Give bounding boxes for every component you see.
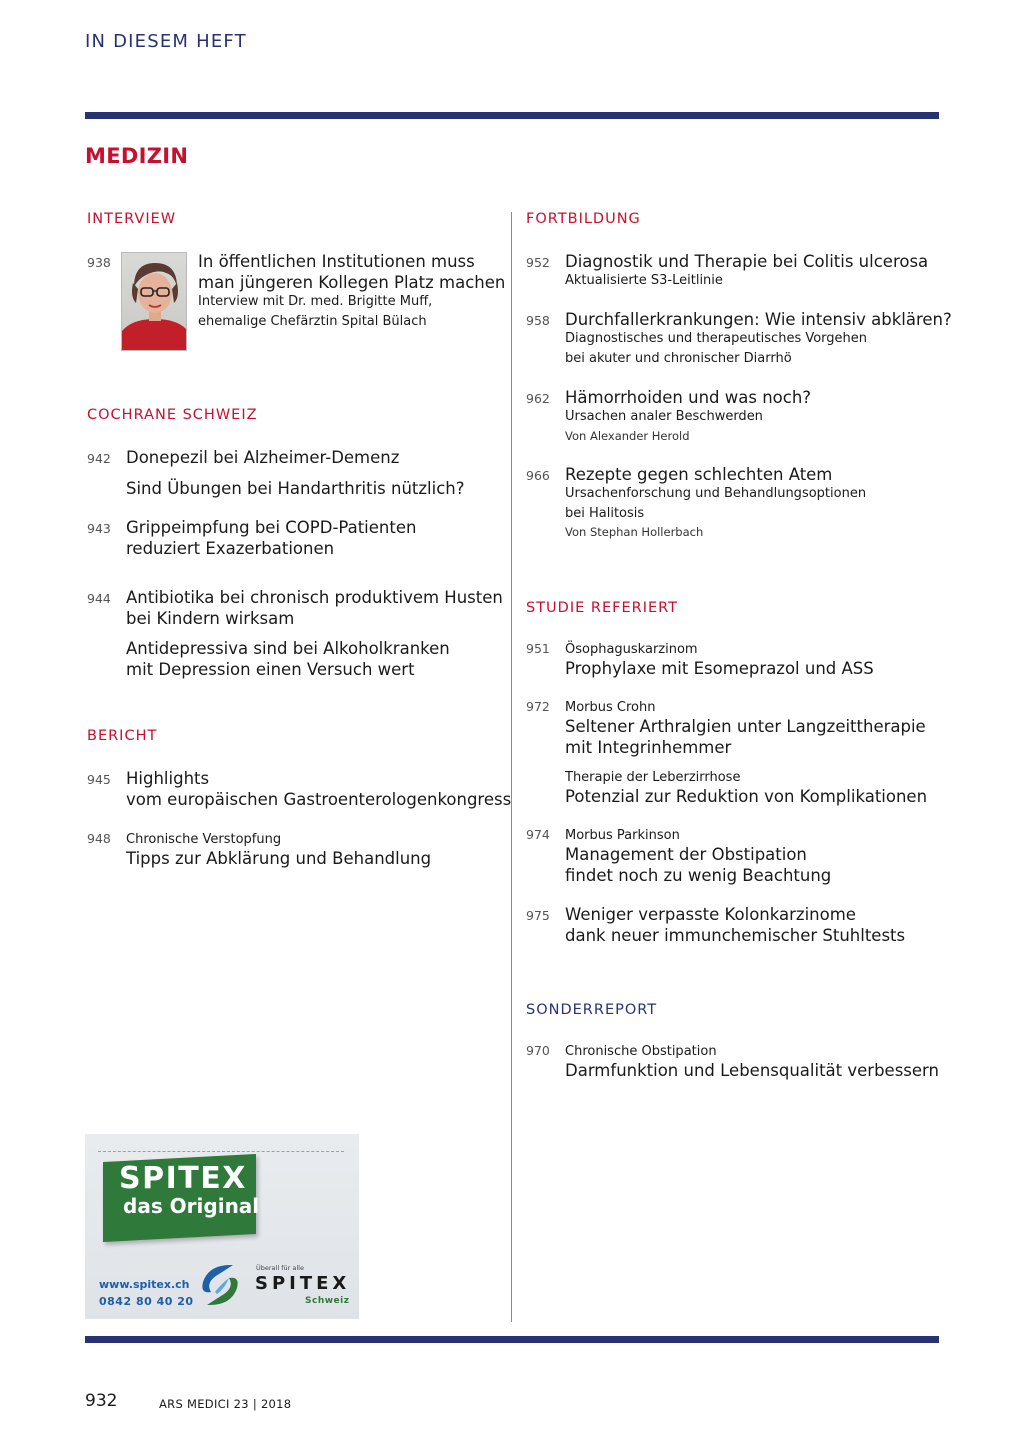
portrait-image-icon <box>122 253 187 351</box>
page-number: 944 <box>87 591 111 606</box>
entry-title: Prophylaxe mit Esomeprazol und ASS <box>565 659 874 678</box>
heading-fortbildung: FORTBILDUNG <box>526 211 641 227</box>
ad-brand: SPITEX <box>255 1273 351 1294</box>
entry-kicker: Ösophaguskarzinom <box>565 642 698 657</box>
page-number: 975 <box>526 908 550 923</box>
entry-title: In öffentlichen Institutionen muss man jüngeren Kollegen Platz machen <box>198 252 506 292</box>
page-number: 974 <box>526 827 550 842</box>
heading-cochrane: COCHRANE SCHWEIZ <box>87 407 258 423</box>
entry-title: Antibiotika bei chronisch produktivem Husten bei Kindern wirksam <box>126 588 503 628</box>
entry-subtitle: Ursachenforschung und Behandlungsoptionen bei Halitosis <box>565 486 867 521</box>
journal-info: ARS MEDICI 23 | 2018 <box>159 1397 292 1411</box>
entry-title: Hämorrhoiden und was noch? <box>565 388 812 407</box>
ad-tagline-small: Überall für alle <box>256 1264 304 1272</box>
page-number: 952 <box>526 255 550 270</box>
entry-kicker: Therapie der Leberzirrhose <box>565 770 741 785</box>
spitex-logo-icon <box>195 1262 245 1308</box>
entry-title: Tipps zur Abklärung und Behandlung <box>126 849 432 868</box>
heading-sonderreport: SONDERREPORT <box>526 1002 658 1018</box>
entry-title: Potenzial zur Reduktion von Komplikationen <box>565 787 928 806</box>
spitex-advertisement[interactable] <box>85 1134 359 1319</box>
entry-kicker: Chronische Obstipation <box>565 1044 717 1059</box>
page-number: 942 <box>87 451 111 466</box>
ad-url[interactable]: www.spitex.ch <box>99 1278 190 1291</box>
page-number: 958 <box>526 313 550 328</box>
entry-kicker: Chronische Verstopfung <box>126 832 282 847</box>
page-number: 948 <box>87 831 111 846</box>
column-divider <box>511 212 512 1322</box>
page-number: 966 <box>526 468 550 483</box>
heading-bericht: BERICHT <box>87 728 158 744</box>
bottom-rule <box>85 1336 939 1343</box>
running-head: IN DIESEM HEFT <box>85 31 247 52</box>
page-number: 970 <box>526 1043 550 1058</box>
entry-title: Grippeimpfung bei COPD-Patienten reduziert Exazerbationen <box>126 518 417 558</box>
entry-title: Rezepte gegen schlechten Atem <box>565 465 833 484</box>
ad-dashed-line <box>98 1151 344 1152</box>
page-number: 943 <box>87 521 111 536</box>
section-title: MEDIZIN <box>85 144 189 168</box>
entry-title: Seltener Arthralgien unter Langzeittherapie mit Integrinhemmer <box>565 717 926 757</box>
entry-title: Highlights vom europäischen Gastroenterologenkongress <box>126 769 512 809</box>
portrait-photo <box>121 252 187 351</box>
page-number: 951 <box>526 641 550 656</box>
entry-subtitle: Diagnostisches und therapeutisches Vorgehen bei akuter und chronischer Diarrhö <box>565 331 868 366</box>
entry-subtitle: Ursachen analer Beschwerden <box>565 409 763 424</box>
entry-kicker: Morbus Parkinson <box>565 828 680 843</box>
entry-title: Durchfallerkrankungen: Wie intensiv abklären? <box>565 310 952 329</box>
entry-title: Weniger verpasste Kolonkarzinome dank neuer immunchemischer Stuhltests <box>565 905 906 945</box>
page-number: 945 <box>87 772 111 787</box>
entry-title: Darmfunktion und Lebensqualität verbessern <box>565 1061 940 1080</box>
ad-tag-line1: SPITEX <box>119 1161 247 1196</box>
page-number: 972 <box>526 699 550 714</box>
page-number-footer: 932 <box>85 1391 118 1411</box>
heading-studie-referiert: STUDIE REFERIERT <box>526 600 679 616</box>
entry-title: Antidepressiva sind bei Alkoholkranken mit Depression einen Versuch wert <box>126 639 450 679</box>
entry-kicker: Morbus Crohn <box>565 700 656 715</box>
ad-phone: 0842 80 40 20 <box>99 1295 194 1308</box>
entry-subtitle: Interview mit Dr. med. Brigitte Muff, ehemalige Chefärztin Spital Bülach <box>198 294 433 329</box>
entry-title: Diagnostik und Therapie bei Colitis ulcerosa <box>565 252 929 271</box>
entry-title: Management der Obstipation findet noch zu wenig Beachtung <box>565 845 832 885</box>
entry-title: Sind Übungen bei Handarthritis nützlich? <box>126 479 465 498</box>
ad-country: Schweiz <box>305 1296 350 1306</box>
page-number: 938 <box>87 255 111 270</box>
entry-title: Donepezil bei Alzheimer-Demenz <box>126 448 400 467</box>
ad-tag-line2: das Original <box>123 1194 260 1218</box>
entry-author: Von Stephan Hollerbach <box>565 525 704 539</box>
top-rule <box>85 112 939 119</box>
entry-author: Von Alexander Herold <box>565 429 690 443</box>
page-number: 962 <box>526 391 550 406</box>
heading-interview: INTERVIEW <box>87 211 177 227</box>
entry-subtitle: Aktualisierte S3-Leitlinie <box>565 273 723 288</box>
